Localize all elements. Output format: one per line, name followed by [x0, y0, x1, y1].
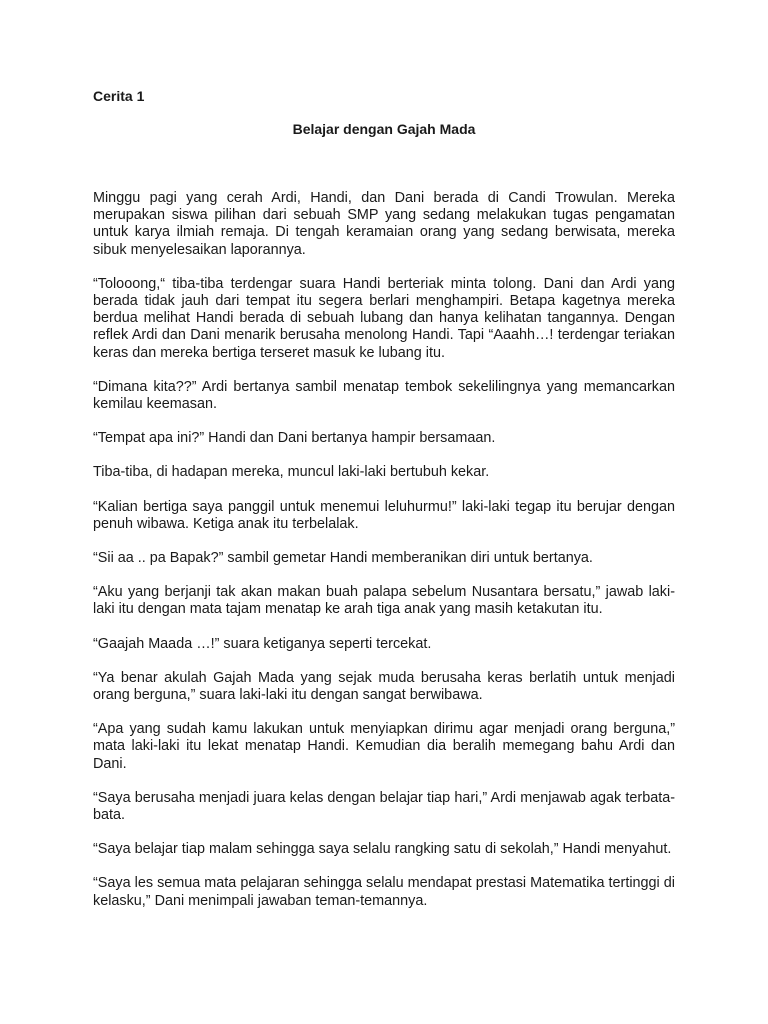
story-title: Belajar dengan Gajah Mada: [292, 121, 476, 137]
paragraph: “Saya berusaha menjadi juara kelas dengan belajar tiap hari,” Ardi menjawab agak terbata-bata.: [93, 789, 675, 824]
paragraph: “Tolooong,“ tiba-tiba terdengar suara Handi berteriak minta tolong. Dani dan Ardi yang berada tidak jauh dari tempat itu segera berlari menghampiri. Betapa kagetnya mereka berdua melihat Handi berada di sebuah lubang dan hanya kelihatan tangannya. Dengan reflek Ardi dan Dani menarik berusaha menolong Handi. Tapi “Aaahh…! terdengar teriakan keras dan mereka bertiga terseret masuk ke lubang itu.: [93, 275, 675, 361]
story-label: Cerita 1: [93, 88, 145, 104]
paragraph: “Sii aa .. pa Bapak?” sambil gemetar Handi memberanikan diri untuk bertanya.: [93, 550, 593, 567]
document-page: [93, 87, 675, 927]
paragraph: Minggu pagi yang cerah Ardi, Handi, dan Dani berada di Candi Trowulan. Mereka merupakan siswa pilihan dari sebuah SMP yang sedang melakukan tugas pengamatan untuk karya ilmiah remaja. Di tengah keramaian orang yang sedang berwisata, mereka sibuk menyelesaikan laporannya.: [93, 190, 675, 258]
paragraph: “Saya belajar tiap malam sehingga saya selalu rangking satu di sekolah,” Handi menyahut.: [93, 841, 672, 858]
paragraph: “Apa yang sudah kamu lakukan untuk menyiapkan dirimu agar menjadi orang berguna,” mata laki-laki itu lekat menatap Handi. Kemudian dia beralih memegang bahu Ardi dan Dani.: [93, 721, 675, 772]
paragraph: “Dimana kita??” Ardi bertanya sambil menatap tembok sekelilingnya yang memancarkan kemilau keemasan.: [93, 378, 675, 413]
paragraph: “Saya les semua mata pelajaran sehingga selalu mendapat prestasi Matematika tertinggi di kelasku,” Dani menimpali jawaban teman-temannya.: [93, 875, 675, 909]
paragraph: “Gaajah Maada …!” suara ketiganya seperti tercekat.: [93, 635, 432, 652]
paragraph: “Aku yang berjanji tak akan makan buah palapa sebelum Nusantara bersatu,” jawab laki-laki itu dengan mata tajam menatap ke arah tiga anak yang masih ketakutan itu.: [93, 584, 675, 618]
paragraph: “Ya benar akulah Gajah Mada yang sejak muda berusaha keras berlatih untuk menjadi orang berguna,” suara laki-laki itu dengan sangat berwibawa.: [93, 669, 675, 704]
story-body: [93, 190, 675, 910]
paragraph: “Tempat apa ini?” Handi dan Dani bertanya hampir bersamaan.: [93, 430, 496, 447]
paragraph: Tiba-tiba, di hadapan mereka, muncul laki-laki bertubuh kekar.: [93, 464, 490, 481]
paragraph: “Kalian bertiga saya panggil untuk menemui leluhurmu!” laki-laki tegap itu berujar dengan penuh wibawa. Ketiga anak itu terbelalak.: [93, 498, 675, 532]
